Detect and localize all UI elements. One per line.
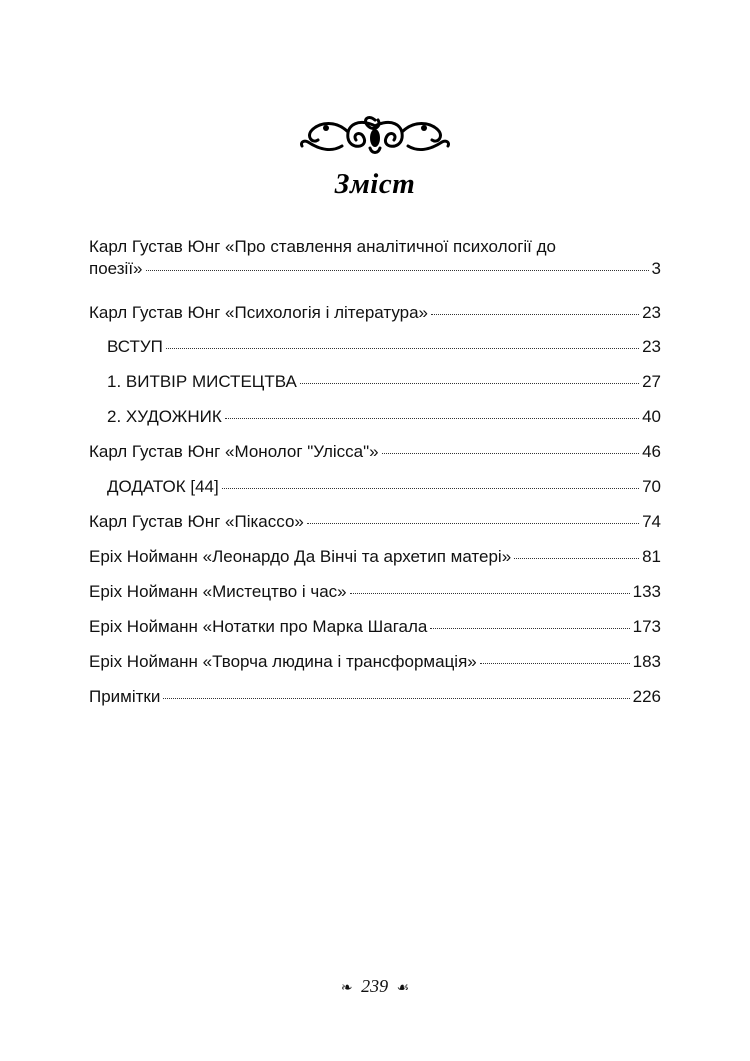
toc-entry[interactable] (89, 441, 661, 463)
toc-entry-page: 3 (651, 259, 661, 278)
dot-leader (166, 348, 639, 349)
toc-entry[interactable] (89, 236, 661, 280)
toc-entry-page: 40 (642, 407, 661, 426)
toc-entry[interactable] (89, 546, 661, 568)
dot-leader (382, 453, 639, 454)
dot-leader (480, 663, 630, 664)
toc-entry-title: Еріх Нойманн «Леонардо Да Вінчі та архетип матері» (89, 547, 512, 566)
toc-entry-page: 74 (642, 512, 661, 531)
toc-entry-page: 23 (642, 337, 661, 356)
dot-leader (163, 698, 629, 699)
toc-entry-title: поезії» (89, 259, 143, 278)
toc-entry[interactable] (107, 476, 661, 498)
dot-leader (222, 488, 639, 489)
toc-entry-page: 226 (632, 687, 661, 706)
toc-entry-title: Карл Густав Юнг «Монолог "Улісса"» (89, 442, 379, 461)
toc-entry-page: 23 (642, 303, 661, 322)
toc-entry-title: Еріх Нойманн «Нотатки про Марка Шагала (89, 617, 428, 636)
dot-leader (430, 628, 629, 629)
toc-entry-page: 27 (642, 372, 661, 391)
toc-entry-title: Карл Густав Юнг «Пікассо» (89, 512, 304, 531)
toc-entry[interactable] (89, 581, 661, 603)
toc-entry[interactable] (89, 511, 661, 533)
toc-entry[interactable] (89, 686, 661, 708)
toc-entry[interactable] (107, 406, 661, 428)
toc-entry-page: 173 (632, 617, 661, 636)
dot-leader (307, 523, 639, 524)
page-number: 239 (361, 976, 389, 996)
dot-leader (350, 593, 630, 594)
toc-entry-page: 70 (642, 477, 661, 496)
toc-entry-page: 183 (632, 652, 661, 671)
toc-entry[interactable] (107, 371, 661, 393)
toc-entry-title: Еріх Нойманн «Мистецтво і час» (89, 582, 347, 601)
footer-ornament-right-icon: ☙ (396, 981, 410, 996)
toc-entry-page: 133 (632, 582, 661, 601)
dot-leader (300, 383, 639, 384)
toc-entry-title: ВСТУП (107, 337, 163, 356)
toc-entry-page: 81 (642, 547, 661, 566)
page-footer (0, 976, 750, 997)
toc-entry-title: Карл Густав Юнг «Психологія і література» (89, 303, 429, 322)
toc-entry-title: 1. ВИТВІР МИСТЕЦТВА (107, 372, 297, 391)
flourish-ornament-icon (298, 112, 452, 156)
toc-entry[interactable] (89, 302, 661, 324)
dot-leader (146, 270, 649, 271)
toc-entry-title: Еріх Нойманн «Творча людина і трансформація» (89, 652, 477, 671)
toc-entry-title-line1: Карл Густав Юнг «Про ставлення аналітичної психології до (89, 237, 556, 256)
footer-ornament-left-icon: ❧ (340, 981, 353, 996)
toc-entry-page: 46 (642, 442, 661, 461)
toc-entry-title: ДОДАТОК [44] (107, 477, 219, 496)
dot-leader (431, 314, 639, 315)
toc-entry[interactable] (89, 616, 661, 638)
page-title: Зміст (334, 168, 416, 200)
toc-entry[interactable] (89, 651, 661, 673)
toc-entry[interactable] (107, 336, 661, 358)
dot-leader (225, 418, 639, 419)
toc-entry-title: 2. ХУДОЖНИК (107, 407, 222, 426)
toc-entry-title: Примітки (89, 687, 161, 706)
dot-leader (514, 558, 639, 559)
